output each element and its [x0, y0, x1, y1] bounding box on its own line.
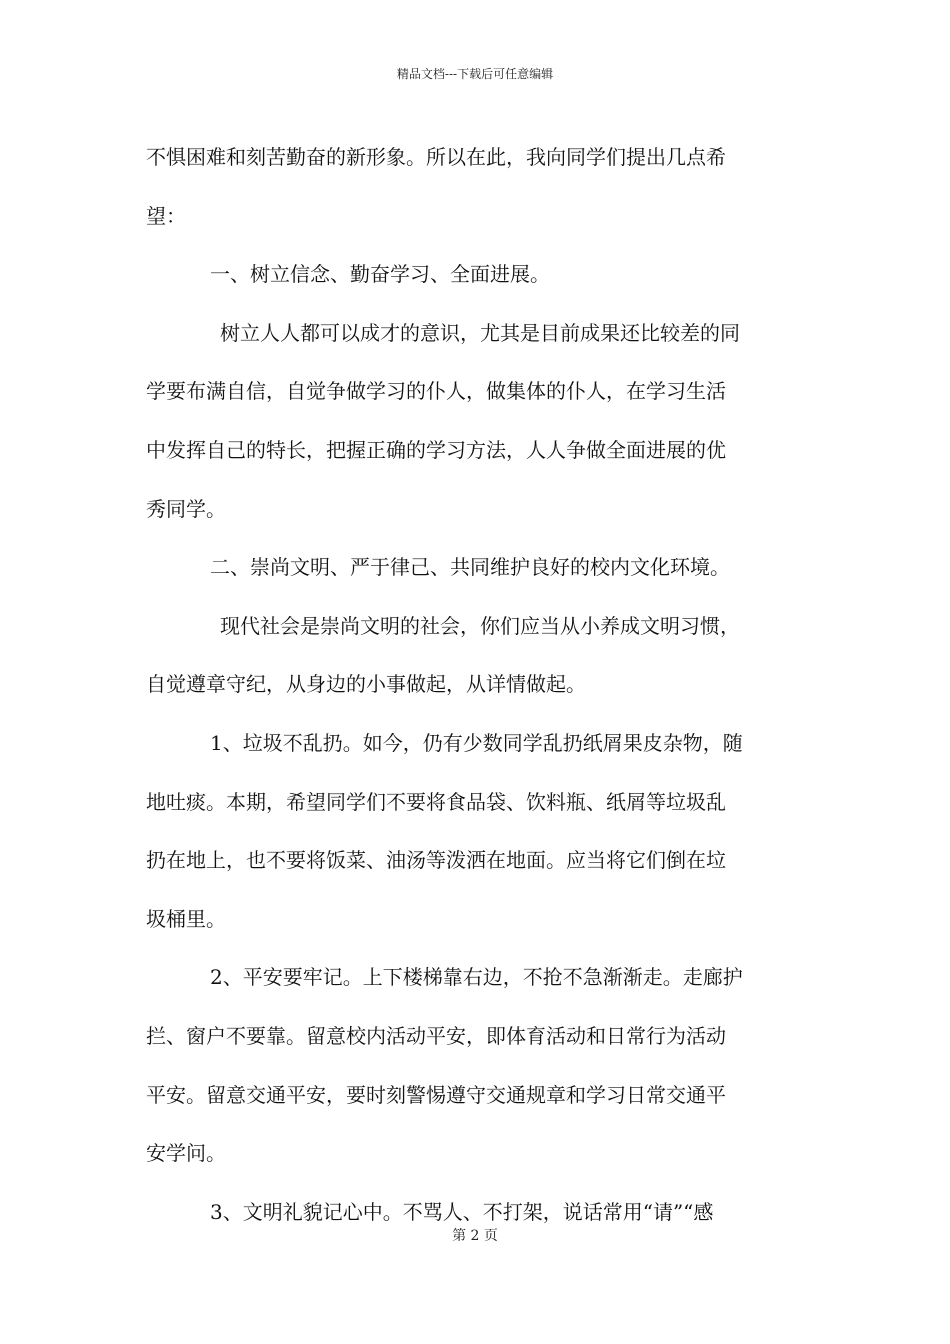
- section-heading: 一、树立信念、勤奋学习、全面进展。: [210, 262, 550, 287]
- text-line: 地吐痰。本期，希望同学们不要将食品袋、饮料瓶、纸屑等垃圾乱: [146, 789, 726, 814]
- text-line: 学要布满自信，自觉争做学习的仆人，做集体的仆人，在学习生活: [146, 379, 726, 404]
- list-item: 3、文明礼貌记心中。不骂人、不打架，说话常用“请”“感: [210, 1199, 714, 1224]
- section-heading: 二、崇尚文明、严于律己、共同维护良好的校内文化环境。: [210, 555, 730, 580]
- text-line: 现代社会是崇尚文明的社会，你们应当从小养成文明习惯，: [220, 613, 740, 638]
- page-header: 精品文档---下载后可任意编辑: [396, 67, 554, 81]
- text-line: 圾桶里。: [146, 906, 226, 931]
- text-line: 树立人人都可以成才的意识，尤其是目前成果还比较差的同: [220, 320, 740, 345]
- text-line: 秀同学。: [146, 496, 226, 521]
- text-line: 扔在地上，也不要将饭菜、油汤等泼洒在地面。应当将它们倒在垃: [146, 848, 726, 873]
- text-line: 拦、窗户不要靠。留意校内活动平安，即体育活动和日常行为活动: [146, 1023, 726, 1048]
- text-line: 望：: [146, 203, 186, 228]
- text-line: 中发挥自己的特长，把握正确的学习方法，人人争做全面进展的优: [146, 437, 726, 462]
- list-item: 2、平安要牢记。上下楼梯靠右边，不抢不急渐渐走。走廊护: [210, 965, 743, 990]
- text-line: 自觉遵章守纪，从身边的小事做起，从详情做起。: [146, 672, 586, 697]
- page-number: 第 2 页: [452, 1228, 498, 1244]
- text-line: 不惧困难和刻苦勤奋的新形象。所以在此，我向同学们提出几点希: [146, 145, 726, 169]
- list-item: 1、垃圾不乱扔。如今，仍有少数同学乱扔纸屑果皮杂物，随: [210, 730, 743, 755]
- text-line: 安学问。: [146, 1141, 226, 1166]
- document-body: [146, 128, 808, 1241]
- text-line: 平安。留意交通平安，要时刻警惕遵守交通规章和学习日常交通平: [146, 1082, 726, 1107]
